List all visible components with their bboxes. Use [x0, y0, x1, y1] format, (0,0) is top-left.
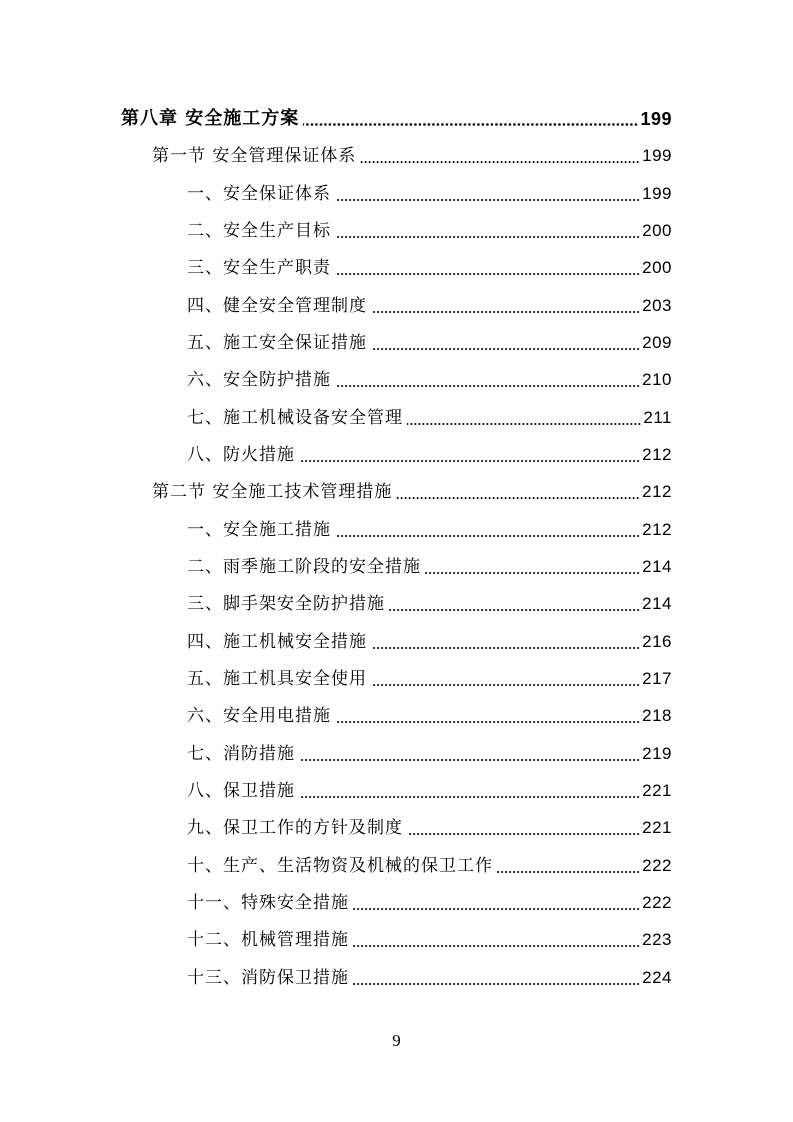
toc-entry-item[interactable]: [187, 959, 672, 989]
toc-entry-label: 八、保卫措施: [187, 781, 295, 801]
toc-entry-label: 一、安全保证体系: [187, 184, 331, 204]
page-number: 9: [392, 1031, 401, 1050]
toc-entry-page: 217: [642, 669, 672, 688]
toc-entry-label: 六、安全用电措施: [187, 706, 331, 726]
toc-entry-item[interactable]: [187, 399, 672, 429]
toc-entry-item[interactable]: [187, 548, 672, 578]
toc-leader-dots: [353, 983, 640, 985]
toc-entry-page: 200: [642, 221, 672, 240]
toc-entry-page: 211: [643, 408, 672, 427]
toc-leader-dots: [371, 311, 640, 313]
toc-entry-page: 221: [642, 818, 672, 837]
toc-leader-dots: [360, 161, 640, 163]
toc-leader-dots: [407, 833, 640, 835]
toc-entry-page: 222: [642, 893, 672, 912]
toc-entry-page: 219: [642, 744, 672, 763]
toc-entry-section[interactable]: [152, 473, 672, 503]
toc-leader-dots: [425, 572, 640, 574]
toc-entry-page: 224: [642, 968, 672, 987]
toc-entry-item[interactable]: [187, 249, 672, 279]
toc-entry-item[interactable]: [187, 324, 672, 354]
toc-entry-page: 200: [642, 258, 672, 277]
toc-entry-label: 五、施工安全保证措施: [187, 333, 367, 353]
toc-entry-page: 199: [640, 109, 672, 129]
toc-entry-label: 三、脚手架安全防护措施: [187, 594, 385, 614]
toc-entry-item[interactable]: [187, 287, 672, 317]
toc-entry-item[interactable]: [187, 623, 672, 653]
toc-leader-dots: [335, 273, 640, 275]
toc-entry-label: 九、保卫工作的方针及制度: [187, 818, 403, 838]
toc-entry-page: 212: [642, 520, 672, 539]
toc-entry-page: 221: [642, 781, 672, 800]
toc-leader-dots: [497, 871, 640, 873]
toc-entry-page: 212: [642, 445, 672, 464]
toc-entry-label: 三、安全生产职责: [187, 258, 331, 278]
toc-leader-dots: [371, 348, 640, 350]
toc-entry-item[interactable]: [187, 735, 672, 765]
toc-entry-label: 十一、特殊安全措施: [187, 893, 349, 913]
toc-leader-dots: [335, 721, 640, 723]
toc-entry-label: 七、施工机械设备安全管理: [187, 408, 403, 428]
toc-entry-page: 209: [642, 333, 672, 352]
toc-leader-dots: [335, 535, 640, 537]
toc-leader-dots: [353, 908, 640, 910]
toc-entry-page: 214: [642, 557, 672, 576]
toc-entry-label: 八、防火措施: [187, 445, 295, 465]
toc-leader-dots: [371, 647, 640, 649]
toc-entry-item[interactable]: [187, 511, 672, 541]
toc-entry-item[interactable]: [187, 175, 672, 205]
toc-entry-label: 一、安全施工措施: [187, 520, 331, 540]
toc-entry-section[interactable]: [152, 137, 672, 167]
toc-leader-dots: [299, 759, 640, 761]
toc-entry-page: 210: [642, 370, 672, 389]
toc-entry-item[interactable]: [187, 772, 672, 802]
toc-entry-page: 212: [642, 482, 672, 501]
toc-leader-dots: [335, 199, 640, 201]
toc-leader-dots: [371, 684, 640, 686]
toc-entry-item[interactable]: [187, 921, 672, 951]
toc-leader-dots: [299, 460, 640, 462]
toc-leader-dots: [396, 497, 640, 499]
toc-entry-label: 十三、消防保卫措施: [187, 968, 349, 988]
toc-entry-item[interactable]: [187, 847, 672, 877]
toc-entry-page: 222: [642, 856, 672, 875]
toc-entry-label: 十、生产、生活物资及机械的保卫工作: [187, 856, 493, 876]
toc-leader-dots: [303, 123, 638, 126]
toc-entry-item[interactable]: [187, 884, 672, 914]
toc-entry-label: 五、施工机具安全使用: [187, 669, 367, 689]
toc-entry-item[interactable]: [187, 809, 672, 839]
toc-entry-page: 218: [642, 706, 672, 725]
toc-entry-page: 216: [642, 632, 672, 651]
toc-entry-item[interactable]: [187, 212, 672, 242]
toc-leader-dots: [299, 796, 640, 798]
toc-entry-item[interactable]: [187, 436, 672, 466]
toc-entry-label: 七、消防措施: [187, 744, 295, 764]
toc-entry-label: 四、健全安全管理制度: [187, 296, 367, 316]
toc-entry-label: 六、安全防护措施: [187, 370, 331, 390]
toc-entry-label: 十二、机械管理措施: [187, 930, 349, 950]
toc-leader-dots: [335, 236, 640, 238]
toc-leader-dots: [335, 385, 640, 387]
toc-entry-label: 二、雨季施工阶段的安全措施: [187, 557, 421, 577]
toc-entry-label: 第一节 安全管理保证体系: [152, 146, 357, 166]
toc-leader-dots: [389, 609, 640, 611]
toc-entry-page: 203: [642, 296, 672, 315]
toc-entry-label: 第八章 安全施工方案: [121, 108, 300, 129]
toc-entry-item[interactable]: [187, 660, 672, 690]
toc-entry-item[interactable]: [187, 697, 672, 727]
toc-entry-page: 223: [642, 930, 672, 949]
toc-entry-label: 四、施工机械安全措施: [187, 632, 367, 652]
toc-entry-page: 199: [642, 184, 672, 203]
toc-entry-page: 214: [642, 594, 672, 613]
toc-leader-dots: [353, 945, 640, 947]
toc-leader-dots: [407, 423, 641, 425]
toc-entry-label: 第二节 安全施工技术管理措施: [152, 482, 393, 502]
toc-entry-item[interactable]: [187, 585, 672, 615]
toc-entry-chapter[interactable]: [121, 100, 672, 130]
toc-entry-item[interactable]: [187, 361, 672, 391]
toc-entry-page: 199: [642, 146, 672, 165]
toc-entry-label: 二、安全生产目标: [187, 221, 331, 241]
